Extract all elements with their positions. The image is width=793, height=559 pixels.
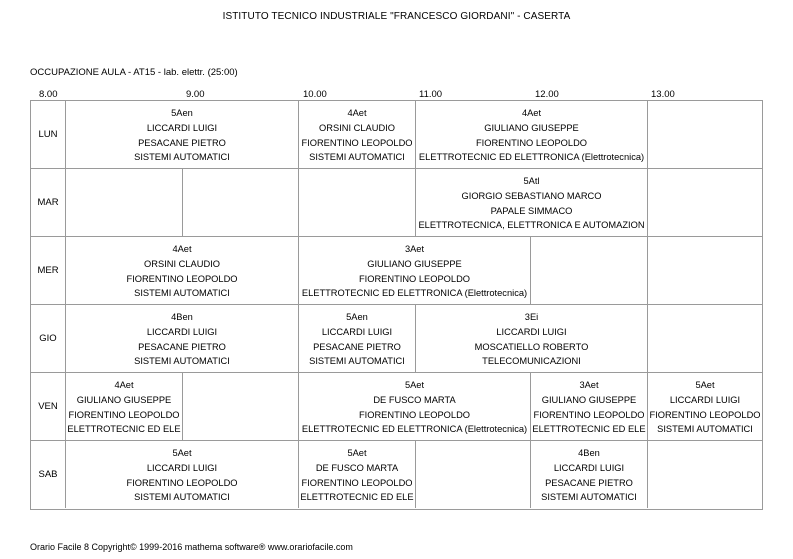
schedule-cell	[299, 169, 416, 236]
teacher-name: GIULIANO GIUSEPPE	[541, 394, 637, 405]
room-occupancy-label: OCCUPAZIONE AULA - AT15 - lab. elettr. (25:00)	[30, 67, 238, 78]
class-code: 5Aet	[172, 448, 192, 458]
time-label-8: 8.00	[39, 89, 58, 100]
class-code: 5Aen	[171, 108, 193, 118]
subject-name: ELETTROTECNIC ED ELE	[300, 492, 414, 503]
teacher-name: FIORENTINO LEOPOLDO	[126, 273, 238, 284]
schedule-cell	[66, 169, 183, 236]
page-title: ISTITUTO TECNICO INDUSTRIALE "FRANCESCO GIORDANI" - CASERTA	[222, 11, 571, 22]
teacher-name: GIULIANO GIUSEPPE	[367, 258, 462, 269]
schedule-cell	[648, 441, 762, 508]
time-label-11: 11.00	[419, 89, 443, 100]
class-code: 3Aet	[404, 244, 425, 254]
schedule-cell	[416, 305, 648, 372]
teacher-name: DE FUSCO MARTA	[373, 394, 456, 405]
teacher-name: GIULIANO GIUSEPPE	[76, 394, 172, 405]
schedule-cell	[531, 373, 648, 440]
schedule-cell	[299, 441, 416, 508]
class-code: 5Aet	[695, 380, 715, 390]
day-label: LUN	[31, 101, 66, 168]
class-code: 5Aen	[346, 312, 368, 322]
subject-name: SISTEMI AUTOMATICI	[134, 356, 230, 367]
schedule-cell	[416, 101, 648, 168]
teacher-name: LICCARDI LUIGI	[669, 394, 741, 405]
subject-name: ELETTROTECNIC ED ELETTRONICA (Elettrotecnica)	[301, 288, 528, 299]
subject-name: SISTEMI AUTOMATICI	[134, 492, 230, 503]
teacher-name: FIORENTINO LEOPOLDO	[301, 477, 413, 488]
day-label: GIO	[31, 305, 66, 372]
schedule-cell	[66, 441, 299, 508]
schedule-row-ven	[31, 373, 762, 441]
teacher-name: LICCARDI LUIGI	[321, 326, 393, 337]
class-code: 4Aet	[347, 108, 367, 118]
teacher-name: PESACANE PIETRO	[545, 477, 633, 488]
schedule-cell	[183, 373, 299, 440]
schedule-cell	[648, 305, 762, 372]
day-label: MAR	[31, 169, 66, 236]
schedule-cell	[299, 305, 416, 372]
time-label-13: 13.00	[651, 89, 675, 100]
teacher-name: GIORGIO SEBASTIANO MARCO	[461, 190, 602, 201]
day-label: MER	[31, 237, 66, 304]
subject-name: ELETTROTECNICA, ELETTRONICA E AUTOMAZION	[418, 220, 645, 231]
schedule-cell	[531, 237, 648, 304]
schedule-grid	[30, 100, 763, 510]
class-code: 3Aet	[579, 380, 599, 390]
time-label-10: 10.00	[303, 89, 327, 100]
schedule-row-gio	[31, 305, 762, 373]
class-code: 4Aet	[521, 108, 542, 118]
teacher-name: PESACANE PIETRO	[313, 341, 401, 352]
teacher-name: FIORENTINO LEOPOLDO	[649, 409, 761, 420]
subject-name: ELETTROTECNIC ED ELE	[67, 424, 181, 435]
teacher-name: FIORENTINO LEOPOLDO	[126, 477, 238, 488]
teacher-name: FIORENTINO LEOPOLDO	[533, 409, 645, 420]
subject-name: SISTEMI AUTOMATICI	[309, 152, 405, 163]
teacher-name: LICCARDI LUIGI	[553, 462, 625, 473]
teacher-name: PAPALE SIMMACO	[490, 205, 573, 216]
teacher-name: LICCARDI LUIGI	[146, 326, 218, 337]
schedule-cell	[66, 237, 299, 304]
schedule-cell	[66, 373, 183, 440]
subject-name: SISTEMI AUTOMATICI	[134, 288, 230, 299]
schedule-cell	[66, 305, 299, 372]
schedule-cell	[299, 237, 531, 304]
teacher-name: FIORENTINO LEOPOLDO	[358, 273, 471, 284]
subject-name: SISTEMI AUTOMATICI	[541, 492, 637, 503]
schedule-cell	[183, 169, 299, 236]
teacher-name: PESACANE PIETRO	[138, 137, 226, 148]
schedule-cell	[648, 373, 762, 440]
teacher-name: FIORENTINO LEOPOLDO	[475, 137, 588, 148]
schedule-cell	[299, 101, 416, 168]
time-label-9: 9.00	[186, 89, 205, 100]
schedule-row-lun	[31, 101, 762, 169]
subject-name: ELETTROTECNIC ED ELETTRONICA (Elettrotecnica)	[301, 424, 528, 435]
day-label: SAB	[31, 441, 66, 508]
teacher-name: MOSCATIELLO ROBERTO	[474, 341, 589, 352]
teacher-name: DE FUSCO MARTA	[315, 462, 399, 473]
teacher-name: LICCARDI LUIGI	[146, 122, 218, 133]
class-code: 4Aet	[114, 380, 134, 390]
schedule-cell	[416, 441, 531, 508]
subject-name: SISTEMI AUTOMATICI	[309, 356, 405, 367]
class-code: 3Ei	[524, 312, 539, 322]
schedule-cell	[531, 441, 648, 508]
schedule-cell	[416, 169, 648, 236]
teacher-name: FIORENTINO LEOPOLDO	[358, 409, 471, 420]
class-code: 4Aet	[172, 244, 192, 254]
teacher-name: FIORENTINO LEOPOLDO	[68, 409, 180, 420]
class-code: 5Aet	[404, 380, 425, 390]
day-label: VEN	[31, 373, 66, 440]
subject-name: SISTEMI AUTOMATICI	[134, 152, 230, 163]
time-label-12: 12.00	[535, 89, 559, 100]
teacher-name: LICCARDI LUIGI	[496, 326, 567, 337]
schedule-cell	[299, 373, 531, 440]
subject-name: SISTEMI AUTOMATICI	[657, 424, 753, 435]
teacher-name: LICCARDI LUIGI	[146, 462, 218, 473]
teacher-name: ORSINI CLAUDIO	[319, 122, 395, 133]
subject-name: ELETTROTECNIC ED ELETTRONICA (Elettrotecnica)	[418, 152, 645, 163]
class-code: 4Ben	[578, 448, 600, 458]
schedule-cell	[648, 101, 762, 168]
footer-copyright: Orario Facile 8 Copyright© 1999-2016 mathema software® www.orariofacile.com	[30, 542, 353, 552]
teacher-name: GIULIANO GIUSEPPE	[484, 122, 579, 133]
teacher-name: ORSINI CLAUDIO	[144, 258, 220, 269]
teacher-name: FIORENTINO LEOPOLDO	[301, 137, 413, 148]
schedule-row-mer	[31, 237, 762, 305]
subject-name: TELECOMUNICAZIONI	[482, 356, 581, 367]
schedule-row-mar	[31, 169, 762, 237]
schedule-cell	[66, 101, 299, 168]
schedule-row-sab	[31, 441, 762, 509]
class-code: 5Aet	[347, 448, 367, 458]
class-code: 4Ben	[171, 312, 193, 322]
teacher-name: PESACANE PIETRO	[138, 341, 226, 352]
class-code: 5Atl	[523, 176, 540, 186]
subject-name: ELETTROTECNIC ED ELE	[532, 424, 646, 435]
